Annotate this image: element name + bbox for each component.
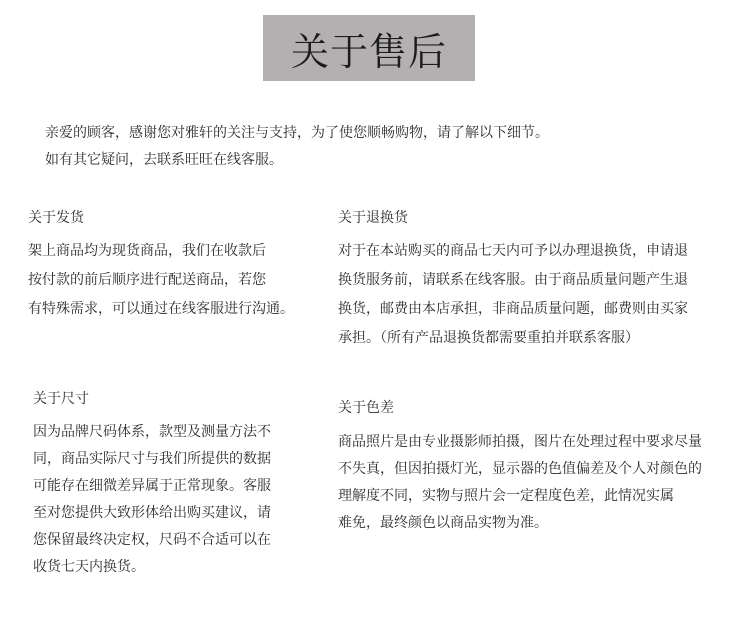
intro-line: 如有其它疑问，去联系旺旺在线客服。 <box>45 152 283 168</box>
shipping-heading: 关于发货 <box>28 210 84 226</box>
size-line: 因为品牌尺码体系，款型及测量方法不 <box>33 424 271 440</box>
size-line: 至对您提供大致形体给出购买建议，请 <box>33 505 271 521</box>
color-difference-line: 难免，最终颜色以商品实物为准。 <box>338 515 548 531</box>
returns-line: 换货，邮费由本店承担，非商品质量问题，邮费则由买家 <box>338 301 688 317</box>
intro-line: 亲爱的顾客，感谢您对雅轩的关注与支持，为了使您顺畅购物，请了解以下细节。 <box>45 125 549 141</box>
returns-heading: 关于退换货 <box>338 210 408 226</box>
size-heading: 关于尺寸 <box>33 391 89 407</box>
size-line: 可能存在细微差异属于正常现象。客服 <box>33 478 271 494</box>
size-line: 您保留最终决定权，尺码不合适可以在 <box>33 532 271 548</box>
color-difference-heading: 关于色差 <box>338 400 394 416</box>
page-title: 关于售后 <box>290 29 447 74</box>
returns-line: 对于在本站购买的商品七天内可予以办理退换货，申请退 <box>338 243 688 259</box>
color-difference-line: 商品照片是由专业摄影师拍摄，图片在处理过程中要求尽量 <box>338 434 702 450</box>
color-difference-line: 理解度不同，实物与照片会一定程度色差，此情况实属 <box>338 488 674 504</box>
size-line: 收货七天内换货。 <box>33 559 145 575</box>
returns-line: 承担。（所有产品退换货都需要重拍并联系客服） <box>338 330 639 346</box>
returns-section <box>338 207 688 353</box>
intro-paragraph <box>45 120 549 174</box>
shipping-body <box>28 237 294 324</box>
shipping-line: 架上商品均为现货商品，我们在收款后 <box>28 243 266 259</box>
size-line: 同，商品实际尺寸与我们所提供的数据 <box>33 451 271 467</box>
shipping-line: 有特殊需求，可以通过在线客服进行沟通。 <box>28 301 294 317</box>
size-section <box>33 388 271 581</box>
color-difference-body <box>338 429 702 537</box>
color-difference-section <box>338 397 702 537</box>
color-difference-line: 不失真，但因拍摄灯光，显示器的色值偏差及个人对颜色的 <box>338 461 702 477</box>
returns-line: 换货服务前，请联系在线客服。由于商品质量问题产生退 <box>338 272 688 288</box>
title-banner <box>263 15 475 81</box>
shipping-section <box>28 207 294 324</box>
size-body <box>33 419 271 581</box>
returns-body <box>338 237 688 353</box>
shipping-line: 按付款的前后顺序进行配送商品，若您 <box>28 272 266 288</box>
